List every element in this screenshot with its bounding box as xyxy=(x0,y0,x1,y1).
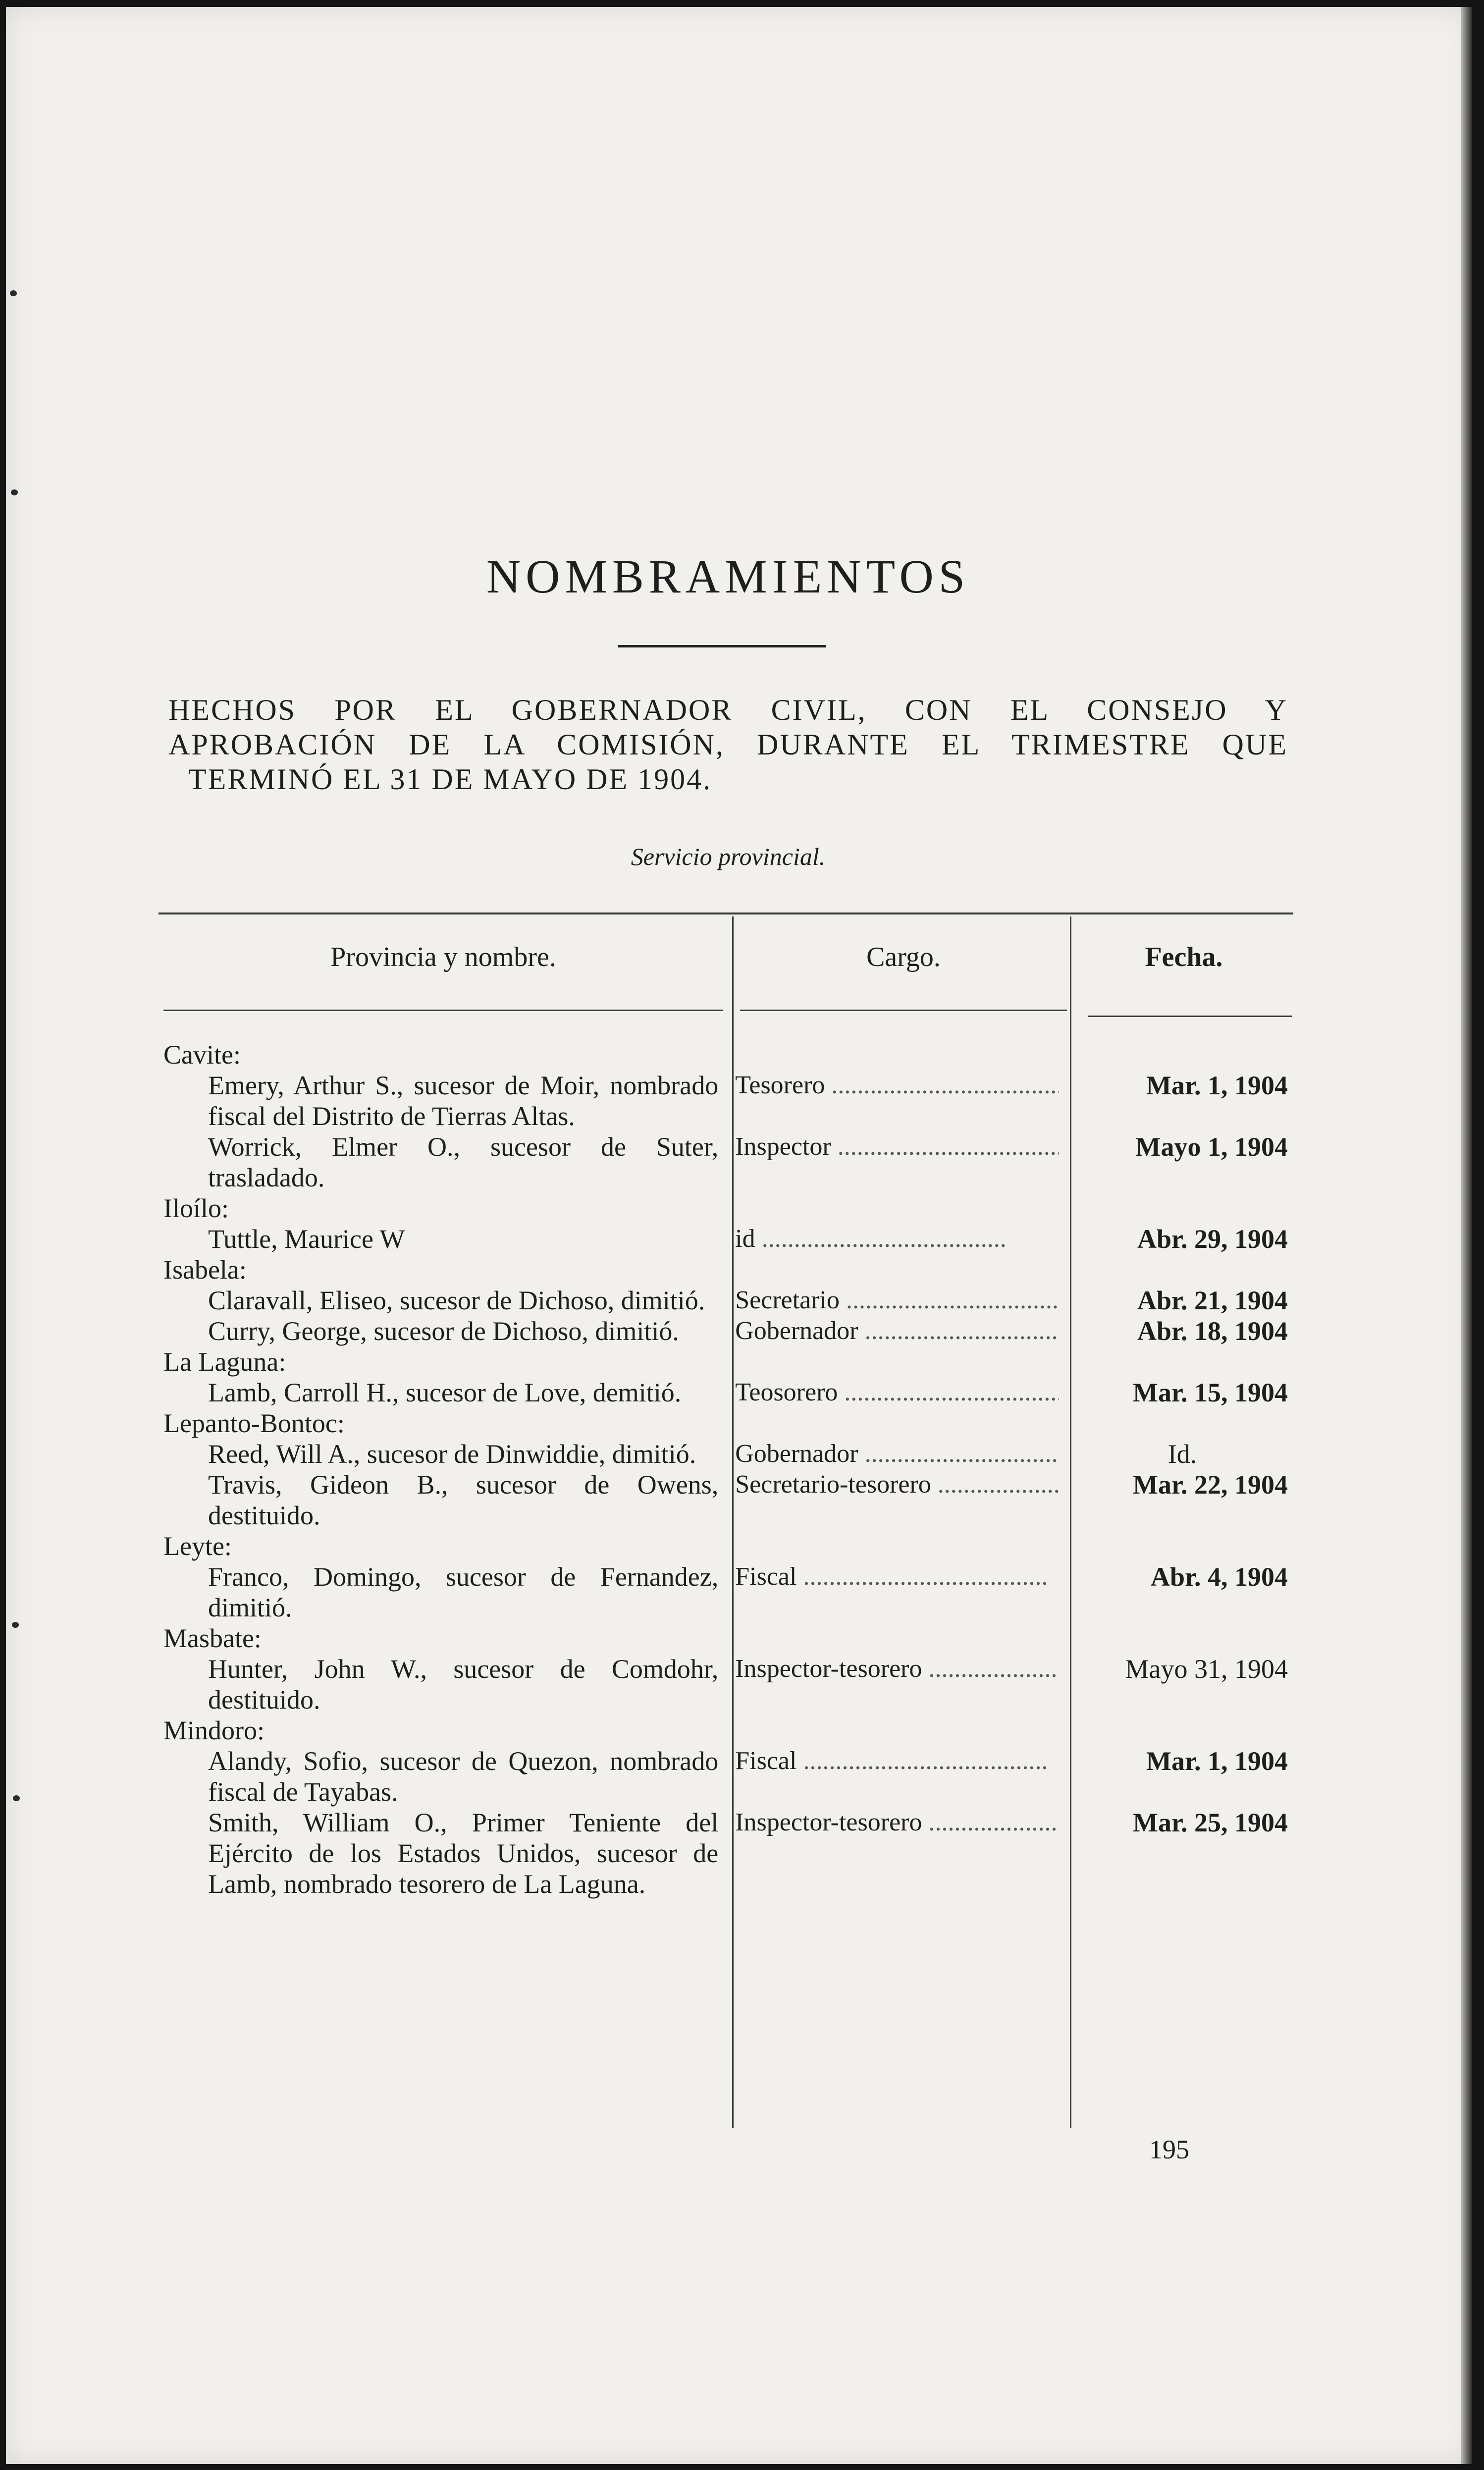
fecha-cell xyxy=(1077,1070,1293,1131)
province-heading: Lepanto-Bontoc: xyxy=(163,1408,345,1438)
province-heading: Isabela: xyxy=(163,1255,247,1285)
header-rule xyxy=(1088,1016,1292,1017)
fecha-cell xyxy=(1077,1131,1293,1193)
appointee-name: Curry, George, sucesor de Dichoso, dimitió. xyxy=(208,1316,679,1346)
cargo-cell: Gobernador ..... xyxy=(735,1316,1059,1346)
fecha-day: 22, 1904 xyxy=(1194,1470,1288,1500)
fecha-day: 1, 1904 xyxy=(1208,1071,1288,1100)
fecha-month: Abr. xyxy=(1137,1316,1188,1346)
cargo-cell: Fiscal ..... xyxy=(735,1746,1059,1807)
table-row xyxy=(163,1377,1293,1408)
header-rule xyxy=(163,1010,723,1011)
cargo-cell: Gobernador ..... xyxy=(735,1439,1059,1469)
fecha-day: 21, 1904 xyxy=(1194,1286,1288,1315)
appointee-name: Smith, William O., Primer Teniente del Ejército de los Estados Unidos, sucesor de Lamb, nombrado tesorero de La Laguna. xyxy=(208,1808,719,1899)
scan-speck xyxy=(12,1622,19,1628)
province-heading: Masbate: xyxy=(163,1623,262,1653)
scan-speck xyxy=(11,489,18,495)
fecha-month: Mar. xyxy=(1133,1378,1188,1407)
fecha-cell xyxy=(1077,1746,1293,1807)
fecha-month: Abr. xyxy=(1137,1286,1188,1315)
table-row xyxy=(163,1469,1293,1531)
fecha-month: Abr. xyxy=(1150,1562,1201,1592)
appointee-name: Worrick, Elmer O., sucesor de Suter, trasladado. xyxy=(208,1132,719,1192)
cargo-cell: Tesorero ..... xyxy=(735,1070,1059,1131)
page-number: 195 xyxy=(1149,2135,1189,2164)
intro-paragraph xyxy=(168,693,1288,797)
fecha-cell xyxy=(1077,1285,1293,1316)
cargo-cell: Inspector ..... xyxy=(735,1131,1059,1193)
fecha-month: Mar. xyxy=(1133,1470,1188,1500)
cargo-cell: Inspector-tesorero ..... xyxy=(735,1654,1059,1715)
fecha-cell xyxy=(1077,1654,1293,1715)
fecha-day: 31, 1904 xyxy=(1194,1654,1288,1684)
fecha-cell xyxy=(1077,1377,1293,1408)
page-title: NOMBRAMIENTOS xyxy=(486,550,970,603)
intro-line: APROBACIÓN DE LA COMISIÓN, DURANTE EL TRIMESTRE QUE xyxy=(168,728,1288,761)
fecha-day: 29, 1904 xyxy=(1194,1224,1288,1254)
cargo-cell: Secretario-tesorero ..... xyxy=(735,1469,1059,1531)
table-row xyxy=(163,1654,1293,1715)
appointee-name: Emery, Arthur S., sucesor de Moir, nombrado fiscal del Distrito de Tierras Altas. xyxy=(208,1071,719,1131)
scan-speck xyxy=(10,290,17,296)
cargo-cell: Secretario ..... xyxy=(735,1285,1059,1316)
fecha-month: Mayo xyxy=(1125,1654,1188,1684)
intro-line: TERMINÓ EL 31 DE MAYO DE 1904. xyxy=(188,763,712,796)
appointee-name: Reed, Will A., sucesor de Dinwiddie, dimitió. xyxy=(208,1439,696,1469)
fecha-day: 18, 1904 xyxy=(1194,1316,1288,1346)
intro-line: HECHOS POR EL GOBERNADOR CIVIL, CON EL CONSEJO Y xyxy=(168,694,1288,726)
appointee-name: Tuttle, Maurice W xyxy=(208,1224,405,1254)
table-row xyxy=(163,1224,1293,1254)
appointee-name: Lamb, Carroll H., sucesor de Love, demitió. xyxy=(208,1378,682,1407)
fecha-month: Mar. xyxy=(1146,1071,1201,1100)
table-row xyxy=(163,1131,1293,1193)
page-edge-shadow xyxy=(1461,7,1472,2464)
table-row xyxy=(163,1746,1293,1807)
header-rule xyxy=(740,1010,1067,1011)
fecha-cell xyxy=(1077,1469,1293,1531)
province-heading: Cavite: xyxy=(163,1040,241,1070)
cargo-cell: Teosorero ..... xyxy=(735,1377,1059,1408)
appointee-name: Franco, Domingo, sucesor de Fernandez, dimitió. xyxy=(208,1562,719,1622)
appointee-name: Claravall, Eliseo, sucesor de Dichoso, dimitió. xyxy=(208,1286,705,1315)
cargo-cell: id ..... xyxy=(735,1224,1059,1254)
fecha-cell xyxy=(1077,1316,1293,1346)
column-header-province: Provincia y nombre. xyxy=(330,942,556,972)
table-row xyxy=(163,1070,1293,1131)
section-subtitle: Servicio provincial. xyxy=(631,843,826,870)
cargo-cell: Inspector-tesorero ..... xyxy=(735,1807,1059,1899)
province-heading: Iloílo: xyxy=(163,1193,229,1223)
table-row xyxy=(163,1439,1293,1469)
fecha-cell xyxy=(1077,1807,1293,1899)
province-heading: Leyte: xyxy=(163,1531,232,1561)
title-underline xyxy=(618,645,826,647)
fecha-day: 25, 1904 xyxy=(1194,1808,1288,1837)
column-header-fecha: Fecha. xyxy=(1145,942,1223,972)
column-header-cargo: Cargo. xyxy=(866,942,941,972)
table-row xyxy=(163,1316,1293,1346)
table-top-rule xyxy=(159,913,1293,914)
fecha-cell xyxy=(1077,1439,1293,1469)
fecha-month: Mar. xyxy=(1146,1746,1201,1776)
province-heading: Mindoro: xyxy=(163,1716,265,1745)
fecha-day: Id. xyxy=(1167,1439,1197,1469)
fecha-day: 1, 1904 xyxy=(1208,1746,1288,1776)
province-heading: La Laguna: xyxy=(163,1347,286,1377)
appointee-name: Hunter, John W., sucesor de Comdohr, destituido. xyxy=(208,1654,719,1715)
cargo-cell: Fiscal ..... xyxy=(735,1561,1059,1623)
appointee-name: Travis, Gideon B., sucesor de Owens, destituido. xyxy=(208,1470,719,1530)
fecha-day: 4, 1904 xyxy=(1208,1562,1288,1592)
fecha-cell xyxy=(1077,1561,1293,1623)
table-row xyxy=(163,1807,1293,1899)
fecha-month: Mayo xyxy=(1135,1132,1201,1162)
scan-speck xyxy=(13,1795,20,1801)
fecha-cell xyxy=(1077,1224,1293,1254)
fecha-day: 1, 1904 xyxy=(1208,1132,1288,1162)
fecha-month: Abr. xyxy=(1137,1224,1188,1254)
appointments-table-body xyxy=(163,1039,1293,1899)
table-row xyxy=(163,1285,1293,1316)
fecha-month: Mar. xyxy=(1133,1808,1188,1837)
table-row xyxy=(163,1561,1293,1623)
appointee-name: Alandy, Sofio, sucesor de Quezon, nombrado fiscal de Tayabas. xyxy=(208,1746,719,1807)
fecha-day: 15, 1904 xyxy=(1194,1378,1288,1407)
